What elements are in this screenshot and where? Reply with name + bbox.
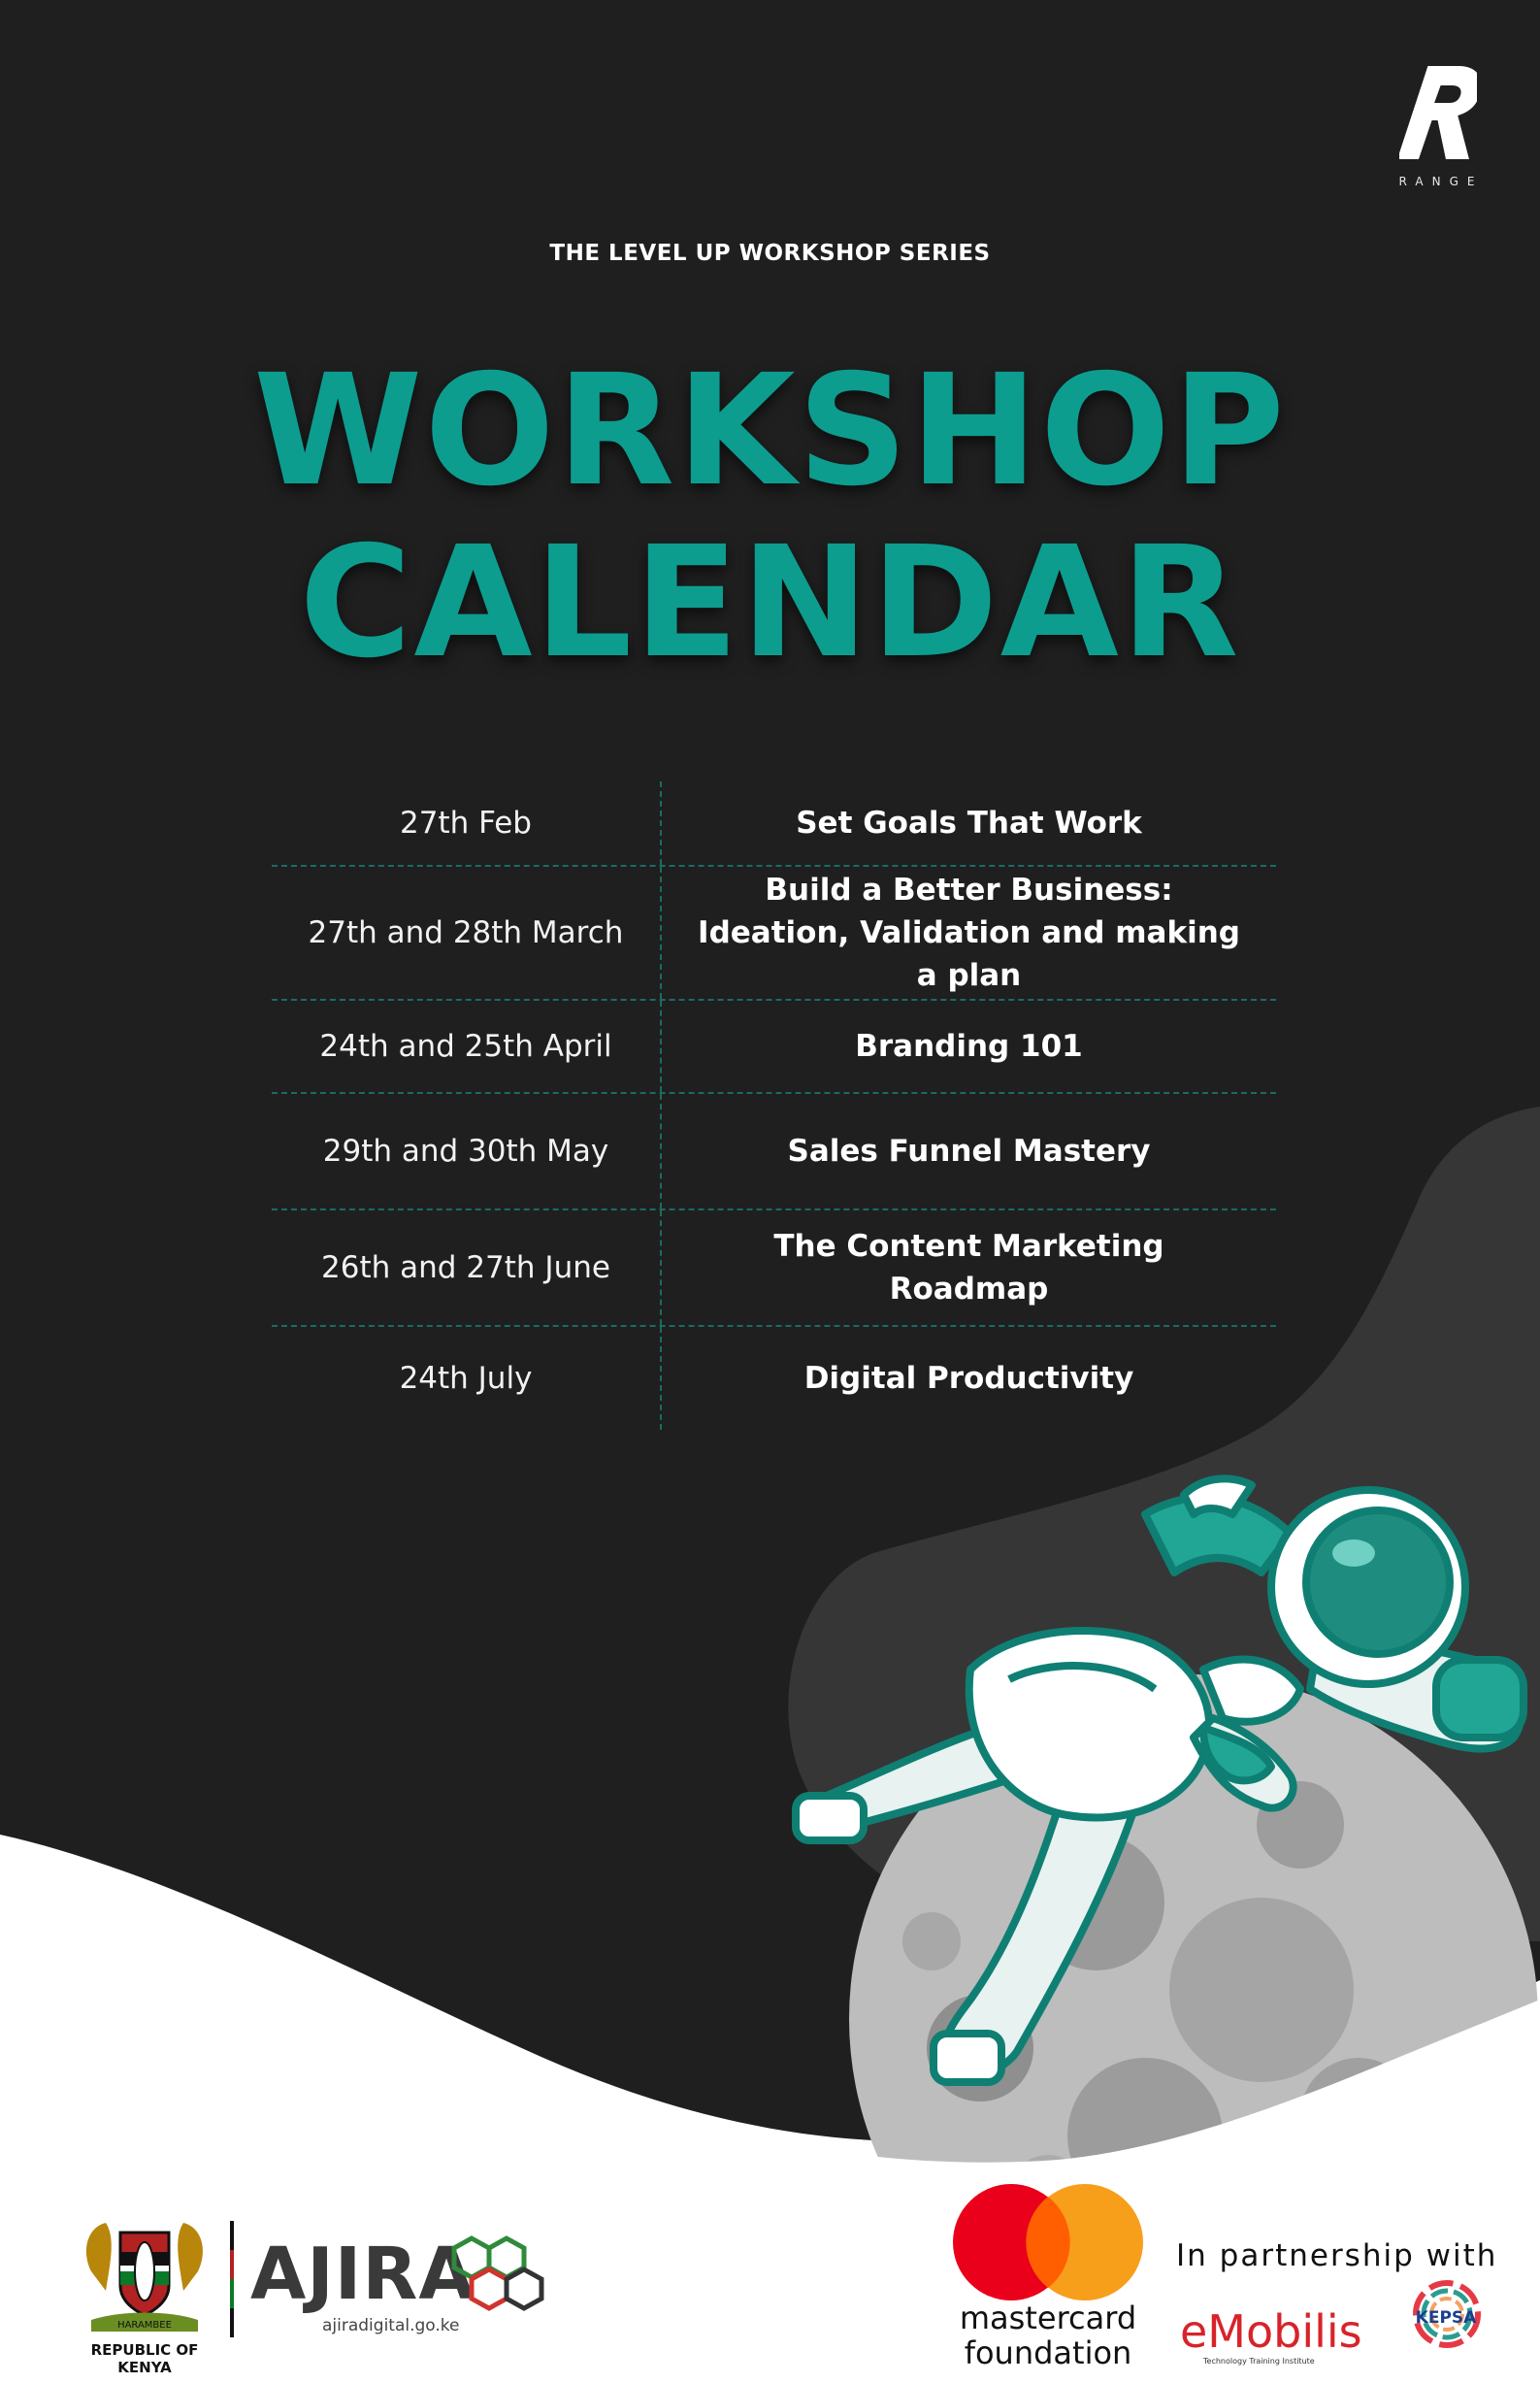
kenya-coat-of-arms-icon: [62, 2203, 227, 2339]
workshop-date: 26th and 27th June: [321, 1250, 610, 1285]
mastercard-foundation-label: [946, 2300, 1150, 2370]
republic-of-kenya-logo: [62, 2203, 227, 2376]
workshop-date: 24th and 25th April: [319, 1029, 612, 1064]
workshop-topic: Build a Better Business: Ideation, Validation and making a plan: [660, 867, 1276, 999]
workshop-date: 24th July: [399, 1361, 533, 1396]
mastercard-line1: mastercard: [959, 2300, 1137, 2336]
emobilis-logo: eMobilis: [1180, 2305, 1362, 2358]
workshop-date: 29th and 30th May: [322, 1134, 609, 1169]
divider-kenya-flag: [230, 2221, 234, 2337]
workshop-topic: Branding 101: [660, 1001, 1276, 1092]
partnership-label: In partnership with: [1176, 2238, 1498, 2273]
workshop-topic: The Content Marketing Roadmap: [660, 1210, 1276, 1325]
page-title-line1: WORKSHOP: [253, 342, 1287, 520]
republic-of-kenya-label: REPUBLIC OF KENYA: [90, 2341, 199, 2376]
workshop-topic: Sales Funnel Mastery: [660, 1094, 1276, 1208]
workshop-topic: Set Goals That Work: [660, 781, 1276, 865]
page-title-line2: CALENDAR: [299, 513, 1241, 692]
workshop-date: 27th and 28th March: [308, 915, 624, 950]
series-title: THE LEVEL UP WORKSHOP SERIES: [549, 241, 991, 266]
workshop-date: 27th Feb: [400, 806, 532, 841]
workshop-topic: Digital Productivity: [660, 1327, 1276, 1430]
range-wordmark: RANGE: [1398, 175, 1484, 188]
emobilis-tagline: Technology Training Institute: [1203, 2357, 1315, 2366]
ajira-wordmark: AJIRA: [250, 2233, 475, 2316]
mastercard-line2: foundation: [964, 2334, 1132, 2371]
mastercard-circles-icon: [951, 2182, 1145, 2302]
ajira-logo: [250, 2233, 551, 2339]
ajira-hexagon-icon: [442, 2233, 559, 2320]
kenya-motto: HARAMBEE: [117, 2320, 172, 2331]
kepsa-wordmark: KEPSA: [1415, 2308, 1477, 2328]
ajira-url: ajiradigital.go.ke: [322, 2316, 460, 2335]
